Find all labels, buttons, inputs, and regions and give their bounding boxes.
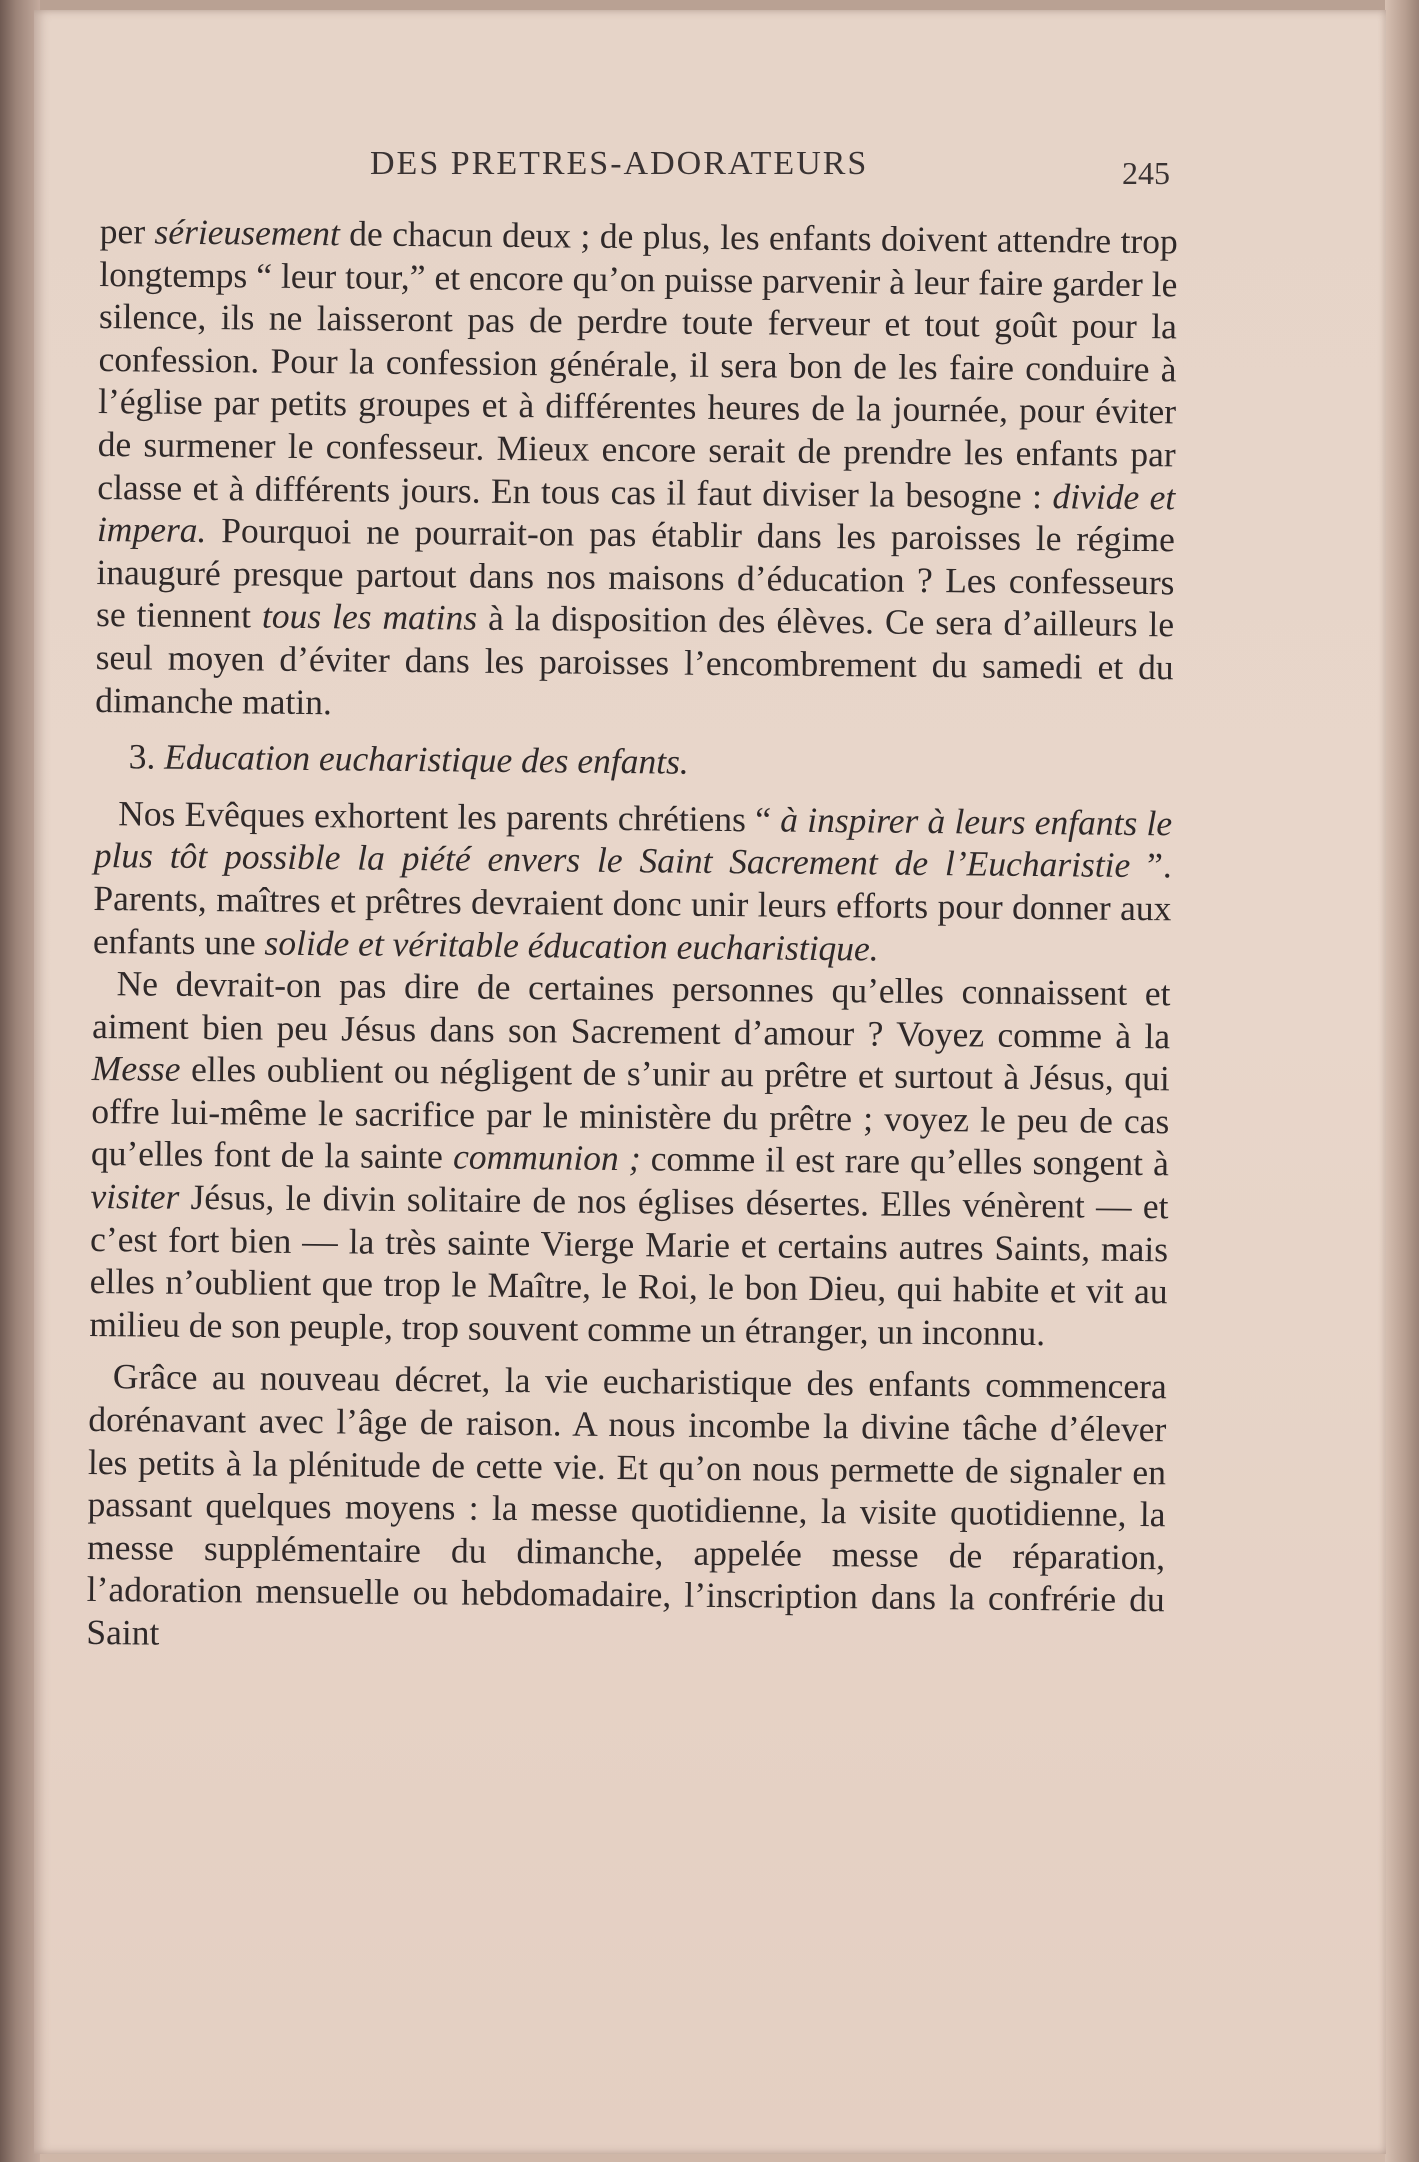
page-number: 245 xyxy=(1122,155,1170,191)
italic-run: sérieusement xyxy=(154,211,341,254)
text-run: elles oublient ou négligent de s’unir au prêtre et surtout à Jésus, qui offre lui-même le sacrifice par le ministère du prêtre ; voyez le peu de cas qu’elles font de la sainte xyxy=(90,1049,1170,1177)
text-run: comme il est rare qu’elles songent à xyxy=(640,1138,1170,1184)
section-title: Education eucharistique des enfants. xyxy=(164,736,689,782)
text-run: à la disposition des élèves. Ce sera d’ailleurs le seul moyen d’éviter dans les paroisses l’encombrement du samedi et du dimanche matin. xyxy=(95,597,1175,722)
text-run: Grâce au nouveau décret, la vie eucharistique des enfants commencera dorénavant avec l’âge de raison. A nous incombe la divine tâche d’élever les petits à la plénitude de cette vie. Et qu’on nous permette de signaler en passant quelques moyens : la messe quotidienne, la visite quotidienne, la messe supplémentaire du dimanche, appelée messe de réparation, l’adoration mensuelle ou hebdomadaire, l’inscription dans la confrérie du Saint xyxy=(86,1356,1167,1653)
text-run: Nos Evêques exhortent les parents chrétiens “ xyxy=(118,792,781,840)
paragraph-1 xyxy=(95,210,1178,731)
section-number: 3. xyxy=(128,736,156,777)
text-run: Jésus, le divin solitaire de nos églises désertes. Elles vénèrent — et c’est fort bien — la très sainte Vierge Marie et certains autres Saints, mais elles n’oublient que trop le Maître, le Roi, le bon Dieu, qui habite et vit au milieu de son peuple, trop souvent comme un étranger, un inconnu. xyxy=(89,1176,1169,1353)
paragraph-2 xyxy=(93,792,1173,973)
text-run: ”. Parents, maîtres et prêtres devraient donc unir leurs efforts pour donner aux enfants une xyxy=(92,845,1172,963)
italic-run: communion ; xyxy=(452,1136,641,1179)
text-run: Ne devrait-on pas dire de certaines personnes qu’elles connaissent et aiment bien peu Jésus dans son Sacrement d’amour ? Voyez comme à la xyxy=(91,963,1171,1056)
text-run: de chacun deux ; de plus, les enfants doivent attendre trop longtemps “ leur tour,” et encore qu’on puisse parvenir à leur faire garder le silence, ils ne laisseront pas de perdre toute ferveur et tout goût pour la confession. Pour la confession générale, il sera bon de les faire conduire à l’église par petits groupes et à différentes heures de la journée, pour éviter de surmener le confesseur. Mieux encore serait de prendre les enfants par classe et à différents jours. En tous cas il faut diviser la besogne : xyxy=(97,213,1178,516)
italic-run: visiter xyxy=(90,1176,180,1217)
italic-run: tous les matins xyxy=(261,595,478,638)
italic-run: à inspirer à leurs enfants le plus tôt possible la piété envers le Saint Sacrement de l’Eucharistie xyxy=(93,799,1173,886)
text-run: Pourquoi ne pourrait-on pas établir dans les paroisses le régime inauguré presque partout dans nos maisons d’éducation ? Les confesseurs se tiennent xyxy=(95,510,1176,636)
italic-run: Messe xyxy=(91,1048,181,1090)
body-text xyxy=(86,210,1178,1664)
text-run: per xyxy=(99,210,155,252)
italic-run: solide et véritable éducation eucharistique. xyxy=(264,922,879,969)
italic-run: divide et impera. xyxy=(96,475,1176,551)
paragraph-3 xyxy=(89,962,1171,1356)
running-head: DES PRETRES-ADORATEURS xyxy=(370,145,869,182)
page-right-edge xyxy=(1385,0,1419,2162)
paragraph-4 xyxy=(86,1355,1167,1663)
section-heading xyxy=(129,735,1173,788)
